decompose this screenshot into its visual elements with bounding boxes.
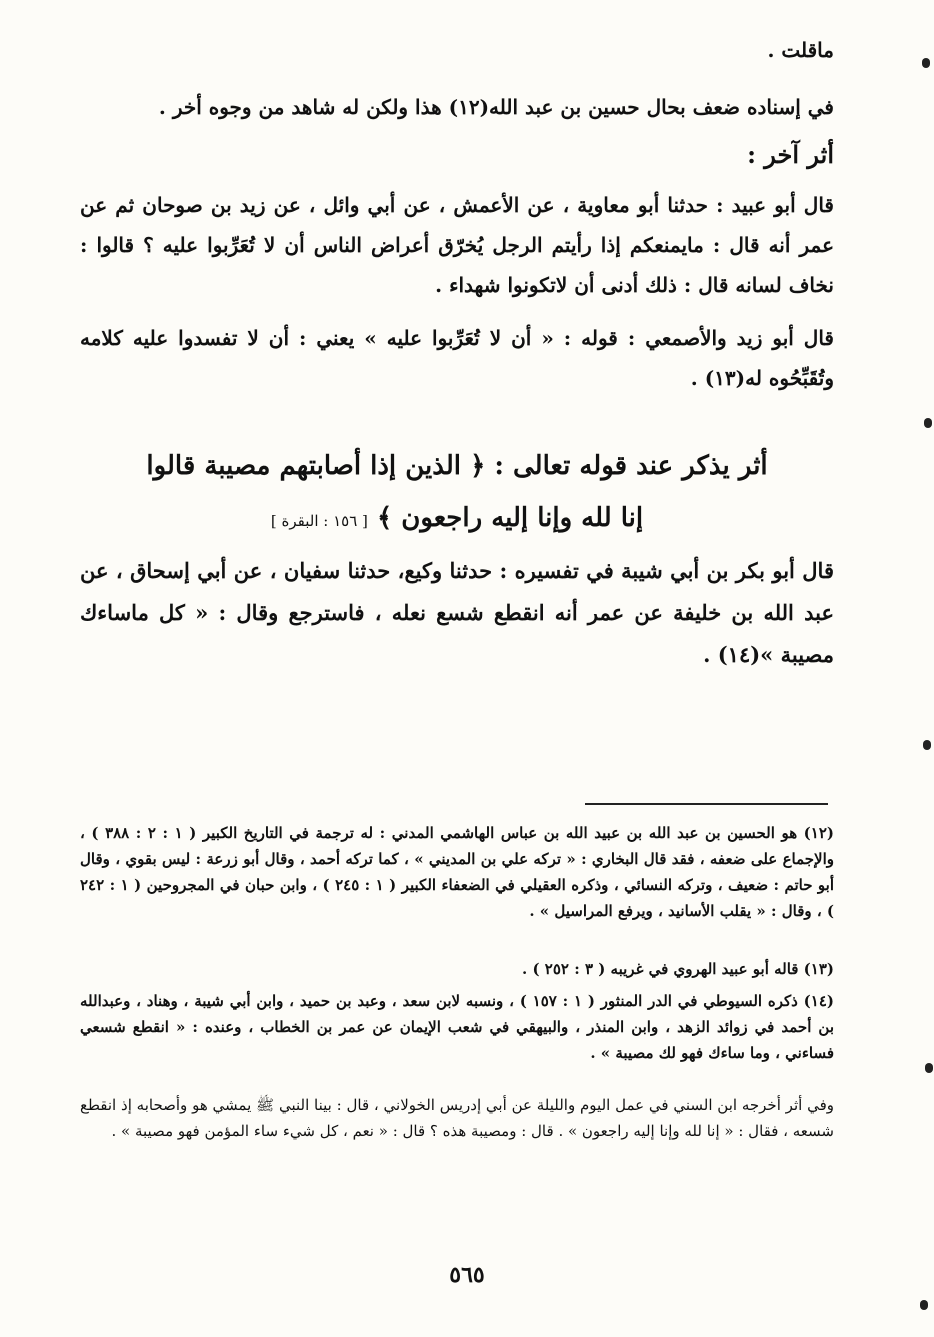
footnote-14: (١٤) ذكره السيوطي في الدر المنثور ( ١ : ١٥٧ ) ، ونسبه لابن سعد ، وعبد بن حميد ، وابن أبي شيبة ، وهناد ، وعبدالله بن أحمد في زوائد الزهد ، وابن المنذر ، والبيهقي في شعب الإيمان عن عمر بن الخطاب ، وعنده : « انقطع شسعي فساءني ، وما ساءك فهو لك مصيبة » . (80, 992, 834, 1062)
paragraph-abu-zayd: قال أبو زيد والأصمعي : قوله : « أن لا تُعَرِّبوا عليه » يعني : أن لا تفسدوا عليه كلامه وتُقَبِّحُوه له(١٣) . (80, 326, 834, 390)
section-title-line-2-text: إنا لله وإنا إليه راجعون ﴾ (376, 503, 644, 533)
paragraph-abu-ubaid: قال أبو عبيد : حدثنا أبو معاوية ، عن الأعمش ، عن أبي وائل ، عن زيد بن صوحان ثم عن عمر أنه قال : مايمنعكم إذا رأيتم الرجل يُخرّق أعراض الناس أن لا تُعَرِّبوا عليه ؟ قالوا : نخاف لسانه قال : ذلك أدنى أن لاتكونوا شهداء . (80, 193, 834, 297)
paragraph-ibn-abi-shayba: قال أبو بكر بن أبي شيبة في تفسيره : حدثنا وكيع، حدثنا سفيان ، عن أبي إسحاق ، عن عبد الله بن خليفة عن عمر أنه انقطع شسع نعله ، فاسترجع وقال : « كل ماساءك مصيبة »(١٤) . (80, 558, 834, 667)
scan-mark (923, 740, 931, 750)
section-title-line-1: أثر يذكر عند قوله تعالى : ﴿ الذين إذا أصابتهم مصيبة قالوا (146, 451, 768, 481)
scan-mark (922, 58, 930, 68)
footnote-13: (١٣) قاله أبو عبيد الهروي في غريبه ( ٣ : ٢٥٢ ) . (522, 960, 834, 978)
footnote-separator (585, 803, 828, 805)
paragraph-isnad-note: في إسناده ضعف بحال حسين بن عبد الله(١٢) هذا ولكن له شاهد من وجوه أخر . (158, 95, 834, 119)
page-number: ٥٦٥ (449, 1262, 485, 1288)
scan-mark (924, 418, 932, 428)
scan-mark (920, 1300, 928, 1310)
section-title-line-2 (80, 492, 834, 547)
athar-heading: أثر آخر : (747, 140, 834, 169)
footnote-continuation: وفي أثر أخرجه ابن السني في عمل اليوم والليلة عن أبي إدريس الخولاني ، قال : بينا النبي ﷺ يمشي هو وأصحابه إذ انقطع شسعه ، فقال : « إنا لله وإنا إليه راجعون » . قال : ومصيبة هذه ؟ قال : « نعم ، كل شيء ساء المؤمن فهو مصيبة » . (80, 1096, 834, 1140)
footnote-12: (١٢) هو الحسين بن عبد الله بن عبيد الله بن عباس الهاشمي المدني : له ترجمة في التاريخ الكبير ( ١ : ٢ : ٣٨٨ ) ، والإجماع على ضعفه ، فقد قال البخاري : « تركه علي بن المديني » ، كما تركه أحمد ، وقال أبو زرعة : ليس بقوي ، وقال أبو حاتم : ضعيف ، وتركه النسائي ، وذكره العقيلي في الضعفاء الكبير ( ١ : ٢٤٥ ) ، وابن حبان في المجروحين ( ١ : ٢٤٢ ) ، وقال : « يقلب الأسانيد ، ويرفع المراسيل » . (80, 824, 835, 920)
section-title (80, 440, 834, 547)
running-header: ماقلت . (767, 38, 834, 62)
surah-reference: [ ١٥٦ : البقرة ] (270, 512, 368, 530)
scan-mark (925, 1063, 933, 1073)
